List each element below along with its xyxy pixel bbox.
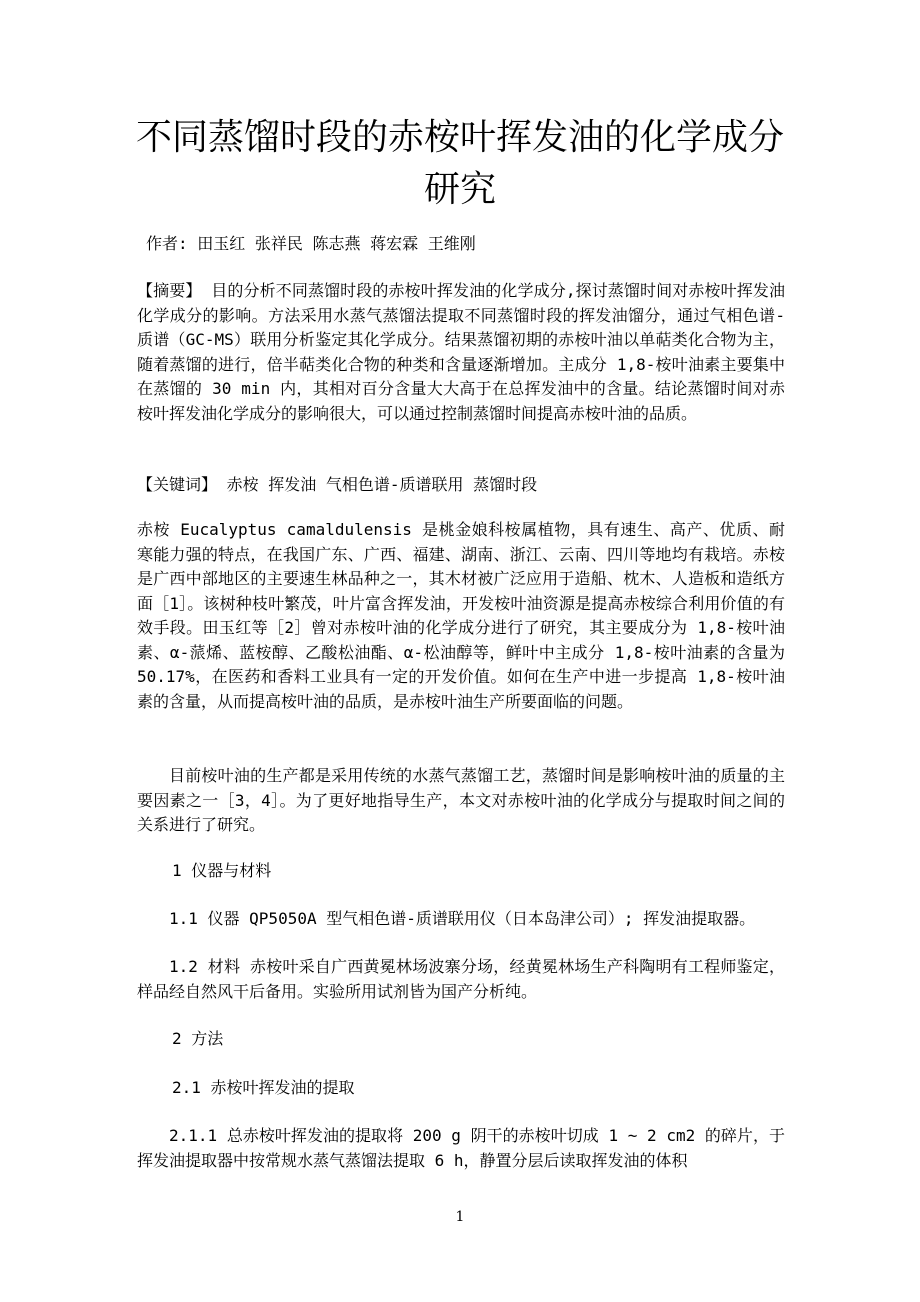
paragraph-intro: 赤桉 Eucalyptus camaldulensis 是桃金娘科桉属植物，具有速生、高产、优质、耐寒能力强的特点，在我国广东、广西、福建、湖南、浙江、云南、四川等地均有栽培。赤桉是广西中部地区的主要速生林品种之一，其木材被广泛应用于造船、枕木、人造板和造纸方面［1］。该树种枝叶繁茂，叶片富含挥发油，开发桉叶油资源是提高赤桉综合利用价值的有效手段。田玉红等［2］曾对赤桉叶油的化学成分进行了研究，其主要成分为 1,8-桉叶油素、α-蒎烯、蓝桉醇、乙酸松油酯、α-松油醇等，鲜叶中主成分 1,8-桉叶油素的含量为 50.17%，在医药和香料工业具有一定的开发价值。如何在生产中进一步提高 1,8-桉叶油素的含量，从而提高桉叶油的品质，是赤桉叶油生产所要面临的问题。 (137, 520, 785, 711)
section-heading-2: 2 方法 (172, 1029, 224, 1048)
author-line: 作者: 田玉红 张祥民 陈志燕 蒋宏霖 王维刚 (146, 234, 476, 253)
subsection-2-1-1: 2.1.1 总赤桉叶挥发油的提取将 200 g 阴干的赤桉叶切成 1 ~ 2 cm2 的碎片，于挥发油提取器中按常规水蒸气蒸馏法提取 6 h，静置分层后读取挥发油的体积 (137, 1126, 785, 1170)
section-heading-1: 1 仪器与材料 (172, 861, 272, 880)
paragraph-background: 目前桉叶油的生产都是采用传统的水蒸气蒸馏工艺，蒸馏时间是影响桉叶油的质量的主要因素之一［3，4］。为了更好地指导生产，本文对赤桉叶油的化学成分与提取时间之间的关系进行了研究。 (137, 766, 785, 834)
keywords-label: 【关键词】 (137, 475, 218, 494)
subsection-1-2: 1.2 材料 赤桉叶采自广西黄冕林场波寨分场，经黄冕林场生产科陶明有工程师鉴定，样品经自然风干后备用。实验所用试剂皆为国产分析纯。 (137, 957, 785, 1001)
keywords (137, 473, 785, 498)
subsection-heading-2-1: 2.1 赤桉叶挥发油的提取 (172, 1078, 355, 1097)
abstract-label: 【摘要】 (137, 281, 202, 300)
paper-title: 不同蒸馏时段的赤桉叶挥发油的化学成分研究 (135, 117, 784, 210)
abstract-text: 目的分析不同蒸馏时段的赤桉叶挥发油的化学成分,探讨蒸馏时间对赤桉叶挥发油化学成分的影响。方法采用水蒸气蒸馏法提取不同蒸馏时段的挥发油馏分，通过气相色谱-质谱（GC-MS）联用分析鉴定其化学成分。结果蒸馏初期的赤桉叶油以单萜类化合物为主，随着蒸馏的进行，倍半萜类化合物的种类和含量逐渐增加。主成分 1,8-桉叶油素主要集中在蒸馏的 30 min 内，其相对百分含量大大高于在总挥发油中的含量。结论蒸馏时间对赤桉叶挥发油化学成分的影响很大，可以通过控制蒸馏时间提高赤桉叶油的品质。 (137, 281, 785, 423)
keywords-text: 赤桉 挥发油 气相色谱-质谱联用 蒸馏时段 (217, 475, 538, 494)
subsection-1-1: 1.1 仪器 QP5050A 型气相色谱-质谱联用仪（日本岛津公司）; 挥发油提取器。 (169, 909, 756, 928)
page-number: 1 (455, 1209, 465, 1225)
abstract (137, 279, 785, 426)
